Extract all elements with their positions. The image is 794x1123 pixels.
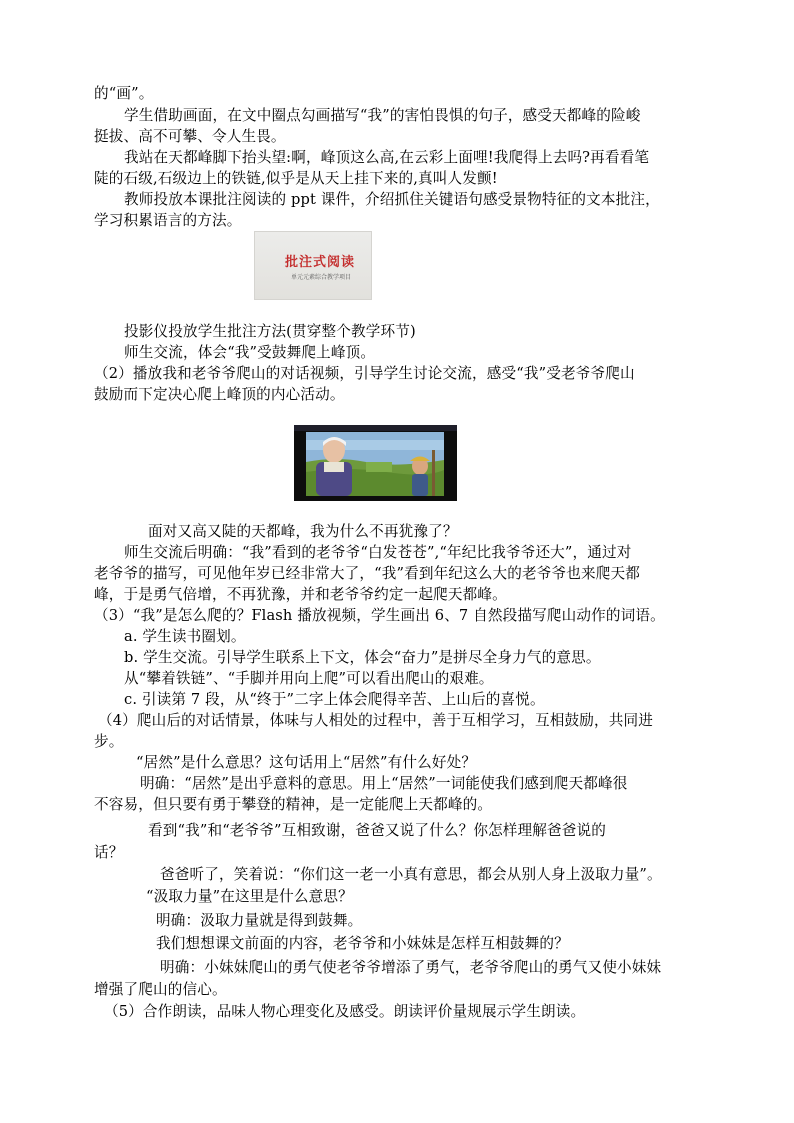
- slide-title: 批注式阅读: [285, 255, 356, 270]
- text-line: （5）合作朗读，品味人物心理变化及感受。朗读评价量规展示学生朗读。: [104, 1003, 586, 1020]
- text-line: 明确：“居然”是出乎意料的意思。用上“居然”一词能使我们感到爬天都峰很: [140, 775, 628, 792]
- text-line: 峰，于是勇气倍增，不再犹豫，并和老爷爷约定一起爬天都峰。: [94, 586, 507, 603]
- text-line: （3）“我”是怎么爬的？Flash 播放视频，学生画出 6、7 自然段描写爬山动作的词语。: [94, 607, 665, 624]
- text-line: 教师投放本课批注阅读的 ppt 课件，介绍抓住关键语句感受景物特征的文本批注，: [124, 191, 660, 208]
- text-line: 从“攀着铁链”、“手脚并用向上爬”可以看出爬山的艰难。: [124, 670, 494, 687]
- text-line: 学习积累语言的方法。: [94, 212, 242, 229]
- text-line: 学生借助画面，在文中圈点勾画描写“我”的害怕畏惧的句子，感受天都峰的险峻: [124, 107, 641, 124]
- text-line: “汲取力量”在这里是什么意思？: [146, 888, 353, 905]
- text-line: 挺拔、高不可攀、令人生畏。: [94, 128, 286, 145]
- text-line: 鼓励而下定决心爬上峰顶的内心活动。: [94, 386, 345, 403]
- text-line: 步。: [94, 733, 124, 750]
- text-line: 明确：汲取力量就是得到鼓舞。: [156, 912, 363, 929]
- text-line: （2）播放我和老爷爷爬山的对话视频，引导学生讨论交流，感受“我”受老爷爷爬山: [94, 365, 635, 382]
- text-line: 师生交流，体会“我”受鼓舞爬上峰顶。: [124, 344, 376, 361]
- text-line: 明确：小妹妹爬山的勇气使老爷爷增添了勇气，老爷爷爬山的勇气又使小妹妹: [160, 959, 662, 976]
- text-line: 的“画”。: [94, 85, 154, 102]
- text-line: 我们想想课文前面的内容，老爷爷和小妹妹是怎样互相鼓舞的？: [156, 935, 569, 952]
- text-line: 看到“我”和“老爷爷”互相致谢，爸爸又说了什么？你怎样理解爸爸说的: [148, 822, 607, 839]
- text-line: （4）爬山后的对话情景，体味与人相处的过程中，善于互相学习，互相鼓励，共同进: [98, 712, 653, 729]
- text-line: 我站在天都峰脚下抬头望:啊，峰顶这么高,在云彩上面哩!我爬得上去吗?再看看笔: [124, 149, 650, 166]
- video-titlebar: [294, 425, 457, 431]
- text-line: 话？: [94, 844, 124, 861]
- text-line: c. 引读第 7 段，从“终于”二字上体会爬得辛苦、上山后的喜悦。: [124, 691, 545, 708]
- slide-subtitle: 单元元素综合教学项目: [291, 274, 352, 281]
- text-line: b. 学生交流。引导学生联系上下文，体会“奋力”是拼尽全身力气的意思。: [124, 649, 601, 666]
- video-thumbnail-image: [294, 425, 457, 501]
- text-line: 面对又高又陡的天都峰，我为什么不再犹豫了？: [148, 523, 458, 540]
- text-line: a. 学生读书圈划。: [124, 628, 246, 645]
- video-frame-icon: [306, 432, 444, 496]
- text-line: 老爷爷的描写，可见他年岁已经非常大了，“我”看到年纪这么大的老爷爷也来爬天都: [94, 565, 640, 582]
- text-line: 投影仪投放学生批注方法(贯穿整个教学环节): [124, 323, 416, 340]
- text-line: 师生交流后明确：“我”看到的老爷爷“白发苍苍”,“年纪比我爷爷还大”，通过对: [124, 544, 632, 561]
- text-line: 爸爸听了，笑着说：“你们这一老一小真有意思，都会从别人身上汲取力量”。: [160, 866, 662, 883]
- text-line: 增强了爬山的信心。: [94, 981, 227, 998]
- text-line: 陡的石级,石级边上的铁链,似乎是从天上挂下来的,真叫人发颤!: [94, 170, 498, 187]
- text-line: 不容易，但只要有勇于攀登的精神，是一定能爬上天都峰的。: [94, 796, 493, 813]
- text-line: “居然”是什么意思？这句话用上“居然”有什么好处？: [136, 754, 477, 771]
- slide-thumbnail-image: [254, 231, 372, 300]
